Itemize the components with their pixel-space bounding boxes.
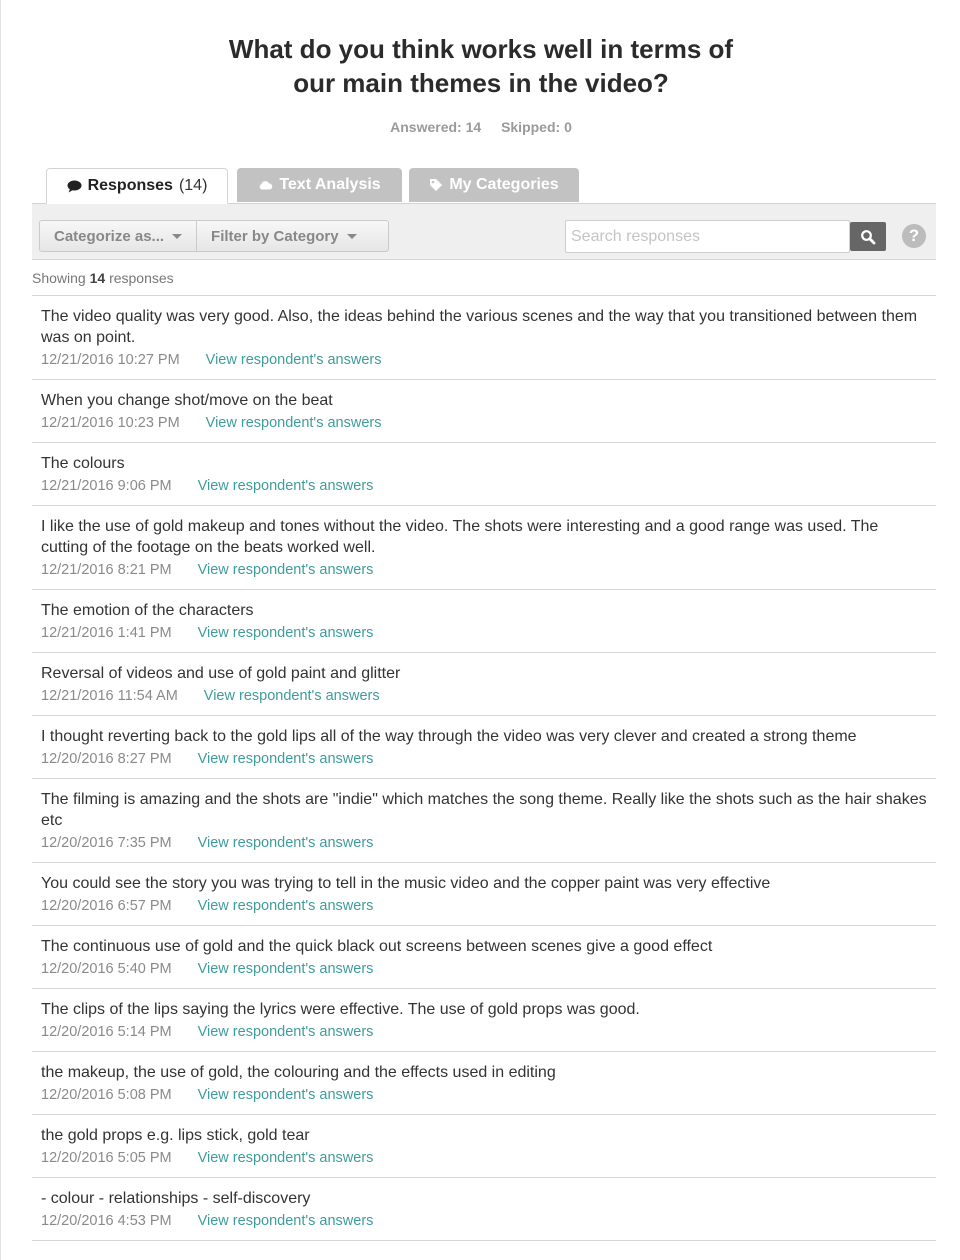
response-meta <box>41 834 927 852</box>
response-timestamp: 12/20/2016 6:57 PM <box>41 898 172 914</box>
response-timestamp: 12/21/2016 9:06 PM <box>41 478 172 494</box>
response-timestamp: 12/20/2016 8:27 PM <box>41 751 172 767</box>
question-title <box>1 32 960 100</box>
response-row <box>32 863 936 926</box>
response-meta <box>41 1023 927 1041</box>
answer-stats <box>1 119 960 135</box>
response-row <box>32 590 936 653</box>
response-text: The emotion of the characters <box>41 602 254 619</box>
response-text: I like the use of gold makeup and tones without the video. The shots were interesting and a good range was used. The cutting of the footage on the beats worked well. <box>41 518 879 556</box>
response-meta <box>41 1212 927 1230</box>
response-row <box>32 506 936 590</box>
filter-by-category-label: Filter by Category <box>211 227 339 245</box>
response-row <box>32 380 936 443</box>
response-meta <box>41 351 927 369</box>
category-button-group <box>39 220 389 252</box>
showing-prefix: Showing <box>32 270 86 286</box>
view-respondent-answers-link[interactable]: View respondent's answers <box>197 562 374 578</box>
response-text: The continuous use of gold and the quick black out screens between scenes give a good effect <box>41 938 713 955</box>
skipped-count: Skipped: 0 <box>501 119 572 135</box>
categorize-as-dropdown[interactable] <box>40 221 196 251</box>
response-text: When you change shot/move on the beat <box>41 392 333 409</box>
showing-number: 14 <box>89 270 106 286</box>
response-meta <box>41 561 927 579</box>
filter-by-category-dropdown[interactable] <box>196 221 371 251</box>
response-meta <box>41 624 927 642</box>
chevron-down-icon <box>172 234 182 239</box>
response-timestamp: 12/20/2016 5:05 PM <box>41 1150 172 1166</box>
response-meta <box>41 1149 927 1167</box>
tab-responses-label: Responses <box>87 177 173 194</box>
response-row <box>32 926 936 989</box>
view-respondent-answers-link[interactable]: View respondent's answers <box>197 751 374 767</box>
response-text: The video quality was very good. Also, the ideas behind the various scenes and the way that you transitioned between them was on point. <box>41 308 918 346</box>
response-meta <box>41 1086 927 1104</box>
response-meta <box>41 414 927 432</box>
response-row <box>32 1052 936 1115</box>
response-timestamp: 12/20/2016 7:35 PM <box>41 835 172 851</box>
response-list <box>32 295 936 1241</box>
view-respondent-answers-link[interactable]: View respondent's answers <box>205 415 382 431</box>
response-text: the makeup, the use of gold, the colouring and the effects used in editing <box>41 1064 556 1081</box>
response-row <box>32 1178 936 1241</box>
response-text: - colour - relationships - self-discovery <box>41 1190 311 1207</box>
view-respondent-answers-link[interactable]: View respondent's answers <box>197 898 374 914</box>
response-meta <box>41 750 927 768</box>
view-respondent-answers-link[interactable]: View respondent's answers <box>197 1150 374 1166</box>
response-timestamp: 12/21/2016 11:54 AM <box>41 688 178 704</box>
response-text: Reversal of videos and use of gold paint and glitter <box>41 665 401 682</box>
categorize-as-label: Categorize as... <box>54 227 165 245</box>
search-button[interactable] <box>850 222 886 251</box>
tab-text-analysis[interactable] <box>237 168 402 202</box>
response-timestamp: 12/21/2016 1:41 PM <box>41 625 172 641</box>
response-timestamp: 12/21/2016 10:23 PM <box>41 415 180 431</box>
response-timestamp: 12/21/2016 8:21 PM <box>41 562 172 578</box>
view-respondent-answers-link[interactable]: View respondent's answers <box>197 1213 374 1229</box>
response-text: The filming is amazing and the shots are "indie" which matches the song theme. Really like the shots such as the hair shakes etc <box>41 791 927 829</box>
response-timestamp: 12/20/2016 5:14 PM <box>41 1024 172 1040</box>
response-row <box>32 779 936 863</box>
response-row <box>32 989 936 1052</box>
response-meta <box>41 960 927 978</box>
response-toolbar <box>32 203 936 260</box>
response-text: You could see the story you was trying to tell in the music video and the copper paint was very effective <box>41 875 771 892</box>
response-row <box>32 716 936 779</box>
speech-bubble-icon <box>67 180 82 193</box>
response-row <box>32 443 936 506</box>
question-line-2: our main themes in the video? <box>293 68 669 98</box>
response-text: The colours <box>41 455 125 472</box>
response-text: The clips of the lips saying the lyrics were effective. The use of gold props was good. <box>41 1001 640 1018</box>
response-meta <box>41 687 927 705</box>
tab-my-categories[interactable] <box>409 168 579 202</box>
response-timestamp: 12/20/2016 4:53 PM <box>41 1213 172 1229</box>
showing-count <box>32 270 174 286</box>
response-row <box>32 653 936 716</box>
response-text: I thought reverting back to the gold lips all of the way through the video was very clever and created a strong theme <box>41 728 857 745</box>
view-respondent-answers-link[interactable]: View respondent's answers <box>205 352 382 368</box>
view-respondent-answers-link[interactable]: View respondent's answers <box>197 961 374 977</box>
view-respondent-answers-link[interactable]: View respondent's answers <box>197 835 374 851</box>
search-input[interactable] <box>565 220 850 253</box>
showing-suffix: responses <box>109 270 174 286</box>
response-row <box>32 296 936 380</box>
view-respondent-answers-link[interactable]: View respondent's answers <box>197 478 374 494</box>
response-text: the gold props e.g. lips stick, gold tear <box>41 1127 310 1144</box>
response-meta <box>41 897 927 915</box>
tab-my-categories-label: My Categories <box>449 176 559 193</box>
view-respondent-answers-link[interactable]: View respondent's answers <box>197 625 374 641</box>
chevron-down-icon <box>347 234 357 239</box>
cloud-icon <box>258 180 273 190</box>
tab-responses[interactable] <box>46 168 228 204</box>
tab-text-analysis-label: Text Analysis <box>279 176 381 193</box>
answered-count: Answered: 14 <box>390 119 482 135</box>
view-respondent-answers-link[interactable]: View respondent's answers <box>203 688 380 704</box>
search-icon <box>860 229 876 245</box>
response-timestamp: 12/21/2016 10:27 PM <box>41 352 180 368</box>
view-respondent-answers-link[interactable]: View respondent's answers <box>197 1087 374 1103</box>
help-icon[interactable]: ? <box>902 224 926 248</box>
question-line-1: What do you think works well in terms of <box>228 34 734 64</box>
response-meta <box>41 477 927 495</box>
response-timestamp: 12/20/2016 5:40 PM <box>41 961 172 977</box>
response-timestamp: 12/20/2016 5:08 PM <box>41 1087 172 1103</box>
response-row <box>32 1115 936 1178</box>
view-respondent-answers-link[interactable]: View respondent's answers <box>197 1024 374 1040</box>
tab-responses-count: (14) <box>178 177 208 194</box>
tags-icon <box>429 178 443 192</box>
